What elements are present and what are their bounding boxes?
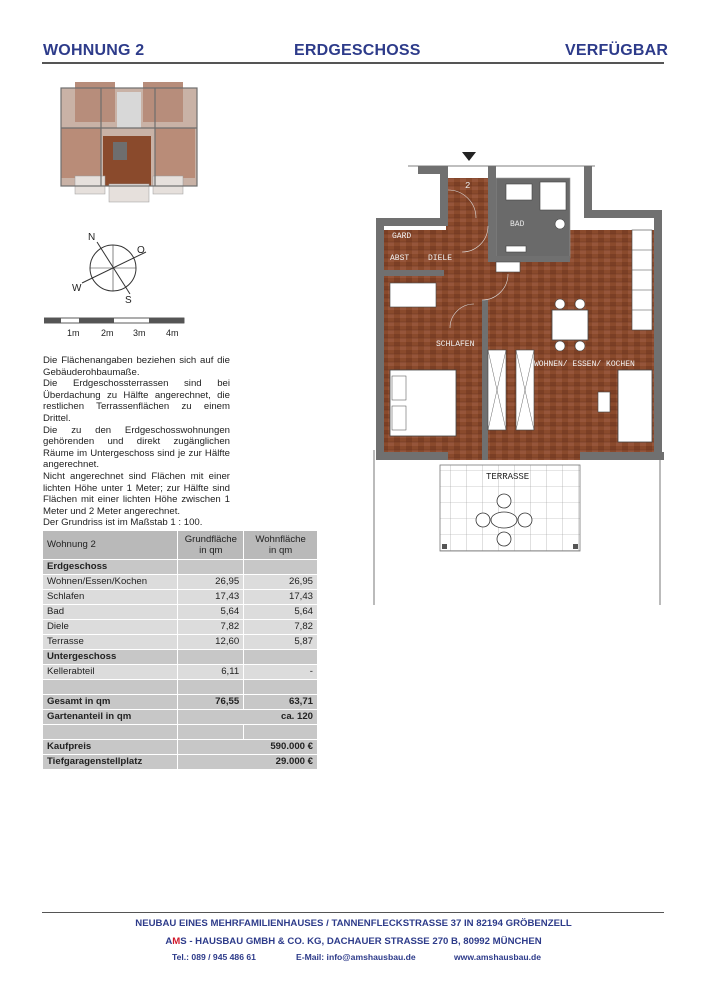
scale-2m: 2m [101,328,114,338]
table-price-row: Kaufpreis 590.000 € [43,740,318,755]
compass-rose [70,228,160,308]
scale-bar [44,316,194,342]
table-garden-row: Gartenanteil in qm ca. 120 [43,710,318,725]
note-2: Die Erdgeschossterrassen sind bei Überdachung zu Hälfte angerechnet, die restlichen Terrassenflächen zu einem Drittel. [43,378,230,424]
note-3: Die zu den Erdgeschosswohnungen gehörenden und direkt zugänglichen Räume im Untergeschoss sind je zur Hälfte angerechnet. [43,424,230,471]
table-section-row [43,650,318,665]
table-row: Schlafen 17,43 17,43 [43,590,318,605]
plan-door-number: 2 [465,181,471,191]
table-spacer-row [43,725,318,740]
section-basement: Untergeschoss [43,650,178,665]
floor-title: ERDGESCHOSS [294,42,421,59]
table-parking-row: Tiefgaragenstellplatz 29.000 € [43,755,318,770]
floor-plan [370,150,670,610]
plan-bad-label: BAD [510,220,525,229]
site-plan-thumbnail [55,80,203,210]
table-header-row [43,531,318,560]
apartment-title: WOHNUNG 2 [43,42,145,59]
table-row: Kellerabteil 6,11 - [43,665,318,680]
header-divider [42,62,664,64]
table-col-apartment: Wohnung 2 [43,531,178,560]
compass-n: N [88,232,96,243]
table-row: Bad 5,64 5,64 [43,605,318,620]
table-section-row [43,560,318,575]
note-4: Nicht angerechnet sind Flächen mit einer lichten Höhe unter 1 Meter; zur Hälfte sind Flächen mit einer lichten Höhe zwischen 1 Meter und 2 Meter angerechnet. [43,470,230,517]
area-notes [43,355,230,529]
section-ground-floor: Erdgeschoss [43,560,178,575]
plan-wohnen-label: WOHNEN/ ESSEN/ KOCHEN [534,360,635,369]
compass-o: O [137,245,145,256]
note-5: Der Grundriss ist im Maßstab 1 : 100. [43,517,203,529]
plan-diele-label: DIELE [428,254,453,263]
scale-4m: 4m [166,328,179,338]
compass-w: W [72,283,82,294]
table-total-row: Gesamt in qm 76,55 63,71 [43,695,318,710]
compass-s: S [125,295,132,306]
footer-divider [42,912,664,913]
table-row: Wohnen/Essen/Kochen 26,95 26,95 [43,575,318,590]
table-col-ground: Grundfläche in qm [178,531,244,560]
area-table [42,530,318,770]
status-title: VERFÜGBAR [565,42,669,59]
table-spacer-row [43,680,318,695]
plan-gard-label: GARD [392,232,412,241]
scale-3m: 3m [133,328,146,338]
phone-text: Tel.: 089 / 945 486 61 [172,952,256,962]
email-link[interactable]: E-Mail: info@amshausbau.de [296,952,416,962]
plan-terrace-label: TERRASSE [486,472,530,482]
table-col-living: Wohnfläche in qm [244,531,318,560]
company-line: AMS - HAUSBAU GMBH & CO. KG, DACHAUER STRASSE 270 B, 80992 MÜNCHEN [165,936,542,947]
brand-letter-m: M [172,936,181,947]
plan-abst-label: ABST [390,254,410,263]
note-1: Die Flächenangaben beziehen sich auf die Gebäuderohbaumaße. [43,355,230,378]
plan-schlafen-label: SCHLAFEN [436,340,475,349]
table-row: Diele 7,82 7,82 [43,620,318,635]
website-link[interactable]: www.amshausbau.de [454,952,542,962]
project-line: NEUBAU EINES MEHRFAMILIENHAUSES / TANNENFLECKSTRASSE 37 IN 82194 GRÖBENZELL [135,918,572,929]
scale-1m: 1m [67,328,80,338]
table-row: Terrasse 12,60 5,87 [43,635,318,650]
